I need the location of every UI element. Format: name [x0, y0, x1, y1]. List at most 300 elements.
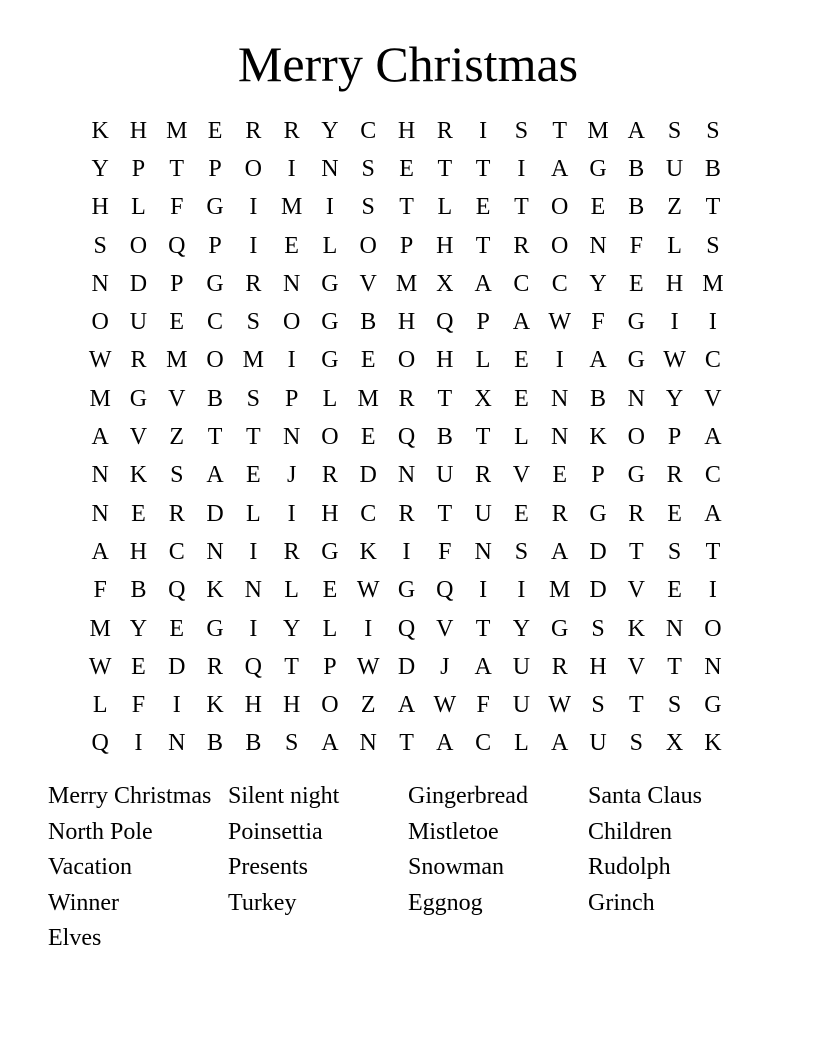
grid-letter: T [437, 385, 453, 412]
grid-letter: T [475, 155, 491, 182]
grid-row [81, 189, 732, 227]
grid-letter: I [249, 538, 258, 565]
grid-letter: I [249, 232, 258, 259]
grid-letter: H [436, 347, 454, 374]
grid-letter: I [708, 577, 717, 604]
word-list-item: Eggnog [408, 889, 483, 916]
grid-letter: R [283, 117, 300, 144]
grid-letter: I [249, 615, 258, 642]
grid-letter: I [670, 309, 679, 336]
grid-letter: K [589, 424, 607, 451]
grid-letter: V [704, 385, 722, 412]
grid-letter: T [399, 730, 414, 757]
grid-letter: J [440, 653, 450, 680]
grid-letter: N [244, 577, 262, 604]
grid-letter: N [282, 424, 301, 451]
grid-letter: Q [244, 653, 262, 680]
grid-letter: N [397, 462, 416, 489]
grid-letter: T [552, 117, 568, 144]
page-title: Merry Christmas [237, 36, 579, 92]
grid-letter: R [245, 117, 262, 144]
grid-letter: O [397, 347, 416, 374]
grid-letter: H [397, 117, 416, 144]
grid-letter: S [706, 232, 720, 259]
grid-letter: Y [589, 270, 607, 297]
grid-letter: L [284, 577, 299, 604]
grid-letter: I [402, 538, 411, 565]
grid-letter: S [667, 692, 682, 719]
grid-letter: S [93, 232, 107, 259]
grid-letter: G [627, 309, 645, 336]
grid-letter: L [322, 232, 338, 259]
word-list-item: Elves [48, 925, 102, 952]
word-list-item: Snowman [408, 854, 504, 881]
grid-letter: L [92, 692, 108, 719]
grid-letter: T [628, 538, 644, 565]
letter-grid [81, 112, 732, 763]
grid-letter: D [589, 577, 607, 604]
grid-letter: A [321, 730, 339, 757]
grid-letter: N [551, 424, 569, 451]
grid-letter: Z [360, 692, 376, 719]
grid-letter: A [206, 462, 224, 489]
grid-row [81, 150, 732, 188]
grid-letter: L [475, 347, 491, 374]
grid-letter: Q [436, 577, 454, 604]
grid-letter: R [475, 462, 492, 489]
grid-letter: I [479, 117, 488, 144]
grid-letter: T [705, 194, 721, 221]
grid-letter: O [551, 194, 569, 221]
grid-letter: G [589, 155, 607, 182]
grid-letter: E [360, 347, 376, 374]
grid-letter: G [704, 692, 722, 719]
grid-letter: V [436, 615, 454, 642]
grid-letter: R [398, 385, 415, 412]
grid-row [81, 265, 732, 303]
grid-letter: Y [321, 117, 339, 144]
grid-letter: A [397, 692, 416, 719]
grid-letter: Y [282, 615, 301, 642]
grid-letter: O [551, 232, 569, 259]
grid-letter: A [551, 155, 569, 182]
grid-letter: L [514, 730, 529, 757]
grid-letter: E [552, 462, 568, 489]
grid-letter: C [168, 538, 185, 565]
grid-letter: I [249, 194, 258, 221]
grid-letter: U [512, 653, 531, 680]
grid-row [81, 418, 732, 456]
grid-letter: B [360, 309, 377, 336]
grid-letter: O [704, 615, 722, 642]
grid-letter: Y [129, 615, 148, 642]
grid-letter: B [207, 385, 224, 412]
grid-letter: S [246, 385, 261, 412]
grid-letter: N [91, 500, 109, 527]
grid-letter: G [551, 615, 569, 642]
word-list-item: Rudolph [588, 854, 671, 881]
grid-letter: O [129, 232, 148, 259]
grid-letter: Q [436, 309, 454, 336]
grid-letter: A [91, 424, 109, 451]
grid-row [81, 303, 732, 341]
grid-letter: I [172, 692, 181, 719]
grid-letter: I [287, 155, 296, 182]
grid-letter: M [89, 385, 111, 412]
grid-letter: I [287, 500, 296, 527]
grid-letter: Y [665, 385, 684, 412]
grid-letter: H [589, 653, 607, 680]
grid-letter: P [208, 155, 222, 182]
grid-letter: T [437, 155, 453, 182]
grid-letter: E [169, 615, 185, 642]
grid-letter: K [206, 577, 224, 604]
grid-letter: I [708, 309, 717, 336]
grid-letter: A [91, 538, 109, 565]
grid-row [81, 648, 732, 686]
grid-letter: N [551, 385, 569, 412]
grid-letter: G [627, 462, 645, 489]
grid-letter: U [129, 309, 148, 336]
grid-row [81, 495, 732, 533]
grid-letter: C [207, 309, 224, 336]
grid-letter: I [555, 347, 564, 374]
grid-letter: R [321, 462, 338, 489]
grid-letter: E [246, 462, 261, 489]
grid-letter: F [476, 692, 490, 719]
grid-letter: I [479, 577, 488, 604]
grid-letter: N [168, 730, 186, 757]
grid-letter: M [549, 577, 571, 604]
grid-letter: S [706, 117, 720, 144]
grid-letter: P [591, 462, 605, 489]
grid-letter: T [475, 615, 491, 642]
grid-row [81, 380, 732, 418]
grid-letter: A [512, 309, 531, 336]
grid-letter: A [436, 730, 454, 757]
grid-letter: R [130, 347, 147, 374]
grid-letter: G [206, 194, 224, 221]
grid-letter: F [591, 309, 605, 336]
grid-letter: M [166, 347, 188, 374]
word-list-item: Silent night [228, 783, 340, 809]
grid-letter: E [514, 347, 529, 374]
grid-letter: Z [169, 424, 185, 451]
grid-letter: G [627, 347, 645, 374]
grid-letter: Q [168, 232, 186, 259]
word-list-item: Presents [228, 854, 308, 881]
grid-letter: M [166, 117, 188, 144]
grid-letter: Q [168, 577, 186, 604]
grid-letter: V [512, 462, 531, 489]
grid-letter: H [129, 117, 148, 144]
grid-letter: B [245, 730, 262, 757]
word-list-item: Gingerbread [408, 783, 528, 809]
grid-letter: S [361, 155, 375, 182]
grid-letter: T [667, 653, 682, 680]
grid-letter: Y [512, 615, 531, 642]
grid-letter: C [360, 117, 377, 144]
grid-letter: H [129, 538, 148, 565]
grid-letter: T [628, 692, 644, 719]
grid-letter: P [323, 653, 337, 680]
grid-letter: O [321, 692, 339, 719]
grid-letter: N [91, 462, 109, 489]
grid-letter: I [517, 577, 526, 604]
grid-letter: O [244, 155, 262, 182]
grid-letter: C [360, 500, 377, 527]
grid-letter: X [474, 385, 492, 412]
word-list-item: North Pole [48, 818, 153, 845]
grid-letter: W [356, 653, 380, 680]
grid-letter: B [628, 155, 645, 182]
grid-letter: E [207, 117, 223, 144]
grid-letter: G [206, 270, 224, 297]
grid-letter: R [398, 500, 415, 527]
word-list-item: Merry Christmas [48, 783, 212, 809]
grid-letter: E [514, 500, 529, 527]
grid-letter: S [591, 692, 605, 719]
grid-letter: B [207, 730, 224, 757]
word-list-item: Vacation [48, 854, 132, 881]
grid-letter: E [514, 385, 529, 412]
grid-letter: R [245, 270, 262, 297]
grid-letter: S [361, 194, 375, 221]
grid-letter: R [168, 500, 185, 527]
grid-letter: B [628, 194, 645, 221]
grid-letter: L [246, 500, 261, 527]
grid-letter: U [512, 692, 531, 719]
grid-letter: K [359, 538, 377, 565]
grid-letter: W [88, 347, 112, 374]
grid-letter: O [359, 232, 377, 259]
grid-letter: K [206, 692, 224, 719]
grid-letter: A [704, 500, 722, 527]
grid-letter: Z [667, 194, 682, 221]
grid-letter: D [589, 538, 607, 565]
grid-letter: U [589, 730, 607, 757]
grid-letter: R [551, 653, 568, 680]
grid-letter: C [513, 270, 530, 297]
grid-letter: N [91, 270, 109, 297]
grid-letter: W [356, 577, 380, 604]
grid-letter: N [206, 538, 224, 565]
grid-letter: L [131, 194, 146, 221]
grid-letter: B [436, 424, 453, 451]
grid-letter: E [475, 194, 491, 221]
grid-letter: T [284, 653, 299, 680]
grid-letter: I [134, 730, 143, 757]
grid-letter: V [359, 270, 377, 297]
grid-letter: S [284, 730, 299, 757]
grid-letter: E [169, 309, 185, 336]
grid-letter: N [282, 270, 301, 297]
grid-letter: Q [397, 424, 416, 451]
grid-letter: W [433, 692, 457, 719]
grid-letter: E [628, 270, 644, 297]
grid-letter: W [548, 309, 572, 336]
grid-letter: M [395, 270, 418, 297]
grid-letter: L [667, 232, 682, 259]
word-list-item: Turkey [228, 889, 297, 916]
grid-letter: U [665, 155, 684, 182]
grid-letter: O [282, 309, 301, 336]
grid-letter: E [284, 232, 299, 259]
grid-letter: J [286, 462, 297, 489]
grid-letter: T [169, 155, 185, 182]
grid-letter: U [474, 500, 492, 527]
grid-letter: R [283, 538, 300, 565]
grid-letter: T [207, 424, 223, 451]
grid-row [81, 725, 732, 763]
grid-letter: H [91, 194, 109, 221]
grid-letter: M [280, 194, 303, 221]
grid-letter: H [321, 500, 339, 527]
grid-letter: F [170, 194, 184, 221]
grid-letter: P [170, 270, 184, 297]
grid-letter: T [475, 232, 491, 259]
grid-letter: O [321, 424, 339, 451]
grid-letter: P [131, 155, 146, 182]
grid-letter: S [667, 117, 682, 144]
grid-letter: V [627, 653, 645, 680]
grid-letter: K [627, 615, 645, 642]
grid-letter: N [627, 385, 645, 412]
grid-letter: R [436, 117, 453, 144]
grid-row [81, 533, 732, 571]
grid-letter: L [437, 194, 453, 221]
grid-letter: X [665, 730, 684, 757]
grid-letter: A [589, 347, 607, 374]
grid-letter: D [168, 653, 186, 680]
grid-letter: V [168, 385, 186, 412]
grid-letter: P [476, 309, 490, 336]
grid-letter: D [359, 462, 377, 489]
grid-letter: R [666, 462, 683, 489]
grid-letter: U [436, 462, 454, 489]
grid-row [81, 572, 732, 610]
word-list-item: Santa Claus [588, 783, 702, 809]
grid-letter: A [551, 538, 569, 565]
grid-letter: L [322, 385, 338, 412]
grid-letter: N [321, 155, 339, 182]
grid-letter: S [514, 117, 529, 144]
grid-letter: S [591, 615, 605, 642]
grid-letter: K [91, 117, 109, 144]
grid-letter: F [438, 538, 452, 565]
grid-letter: P [208, 232, 222, 259]
grid-letter: G [321, 347, 339, 374]
grid-letter: C [704, 347, 721, 374]
grid-letter: O [206, 347, 224, 374]
grid-letter: E [590, 194, 606, 221]
grid-letter: H [282, 692, 301, 719]
grid-letter: P [399, 232, 414, 259]
grid-letter: Q [397, 615, 416, 642]
grid-row [81, 686, 732, 724]
grid-letter: M [587, 117, 609, 144]
grid-letter: N [359, 730, 377, 757]
grid-letter: Q [91, 730, 109, 757]
grid-letter: D [129, 270, 148, 297]
grid-row [81, 112, 732, 150]
word-list [48, 779, 768, 957]
grid-letter: B [130, 577, 147, 604]
word-list-item: Winner [48, 889, 120, 916]
grid-letter: H [665, 270, 684, 297]
grid-row [81, 342, 732, 380]
grid-letter: I [364, 615, 373, 642]
grid-letter: V [627, 577, 645, 604]
grid-letter: E [667, 500, 682, 527]
word-list-item: Poinsettia [228, 818, 323, 845]
grid-letter: A [704, 424, 722, 451]
grid-letter: A [627, 117, 645, 144]
grid-letter: N [589, 232, 607, 259]
word-list-item: Grinch [588, 889, 655, 916]
grid-letter: E [131, 500, 146, 527]
grid-letter: T [246, 424, 261, 451]
grid-row [81, 227, 732, 265]
grid-letter: E [322, 577, 338, 604]
grid-letter: A [551, 730, 569, 757]
grid-letter: X [436, 270, 454, 297]
grid-letter: A [474, 270, 492, 297]
grid-letter: S [170, 462, 184, 489]
grid-letter: T [475, 424, 491, 451]
grid-letter: G [206, 615, 224, 642]
grid-letter: P [667, 424, 682, 451]
grid-letter: H [436, 232, 454, 259]
grid-letter: S [629, 730, 643, 757]
grid-letter: S [667, 538, 682, 565]
grid-letter: I [325, 194, 334, 221]
grid-letter: A [474, 653, 492, 680]
grid-letter: W [663, 347, 686, 374]
grid-letter: R [513, 232, 530, 259]
grid-letter: E [360, 424, 376, 451]
grid-letter: H [397, 309, 416, 336]
grid-letter: F [131, 692, 146, 719]
grid-letter: S [246, 309, 261, 336]
grid-letter: E [399, 155, 414, 182]
grid-letter: R [551, 500, 568, 527]
grid-letter: L [322, 615, 338, 642]
grid-letter: M [357, 385, 379, 412]
grid-letter: M [242, 347, 264, 374]
grid-letter: M [89, 615, 111, 642]
grid-letter: G [397, 577, 416, 604]
grid-letter: K [704, 730, 722, 757]
grid-letter: H [244, 692, 262, 719]
grid-letter: D [206, 500, 224, 527]
grid-letter: S [514, 538, 529, 565]
grid-letter: D [397, 653, 416, 680]
grid-letter: R [628, 500, 645, 527]
word-list-item: Mistletoe [408, 818, 499, 845]
grid-letter: L [514, 424, 529, 451]
grid-letter: G [321, 270, 339, 297]
grid-letter: B [590, 385, 607, 412]
grid-letter: V [129, 424, 148, 451]
grid-letter: K [129, 462, 148, 489]
grid-letter: T [705, 538, 721, 565]
grid-letter: W [548, 692, 572, 719]
grid-letter: F [93, 577, 107, 604]
grid-letter: C [551, 270, 568, 297]
grid-letter: G [321, 309, 339, 336]
grid-row [81, 610, 732, 648]
